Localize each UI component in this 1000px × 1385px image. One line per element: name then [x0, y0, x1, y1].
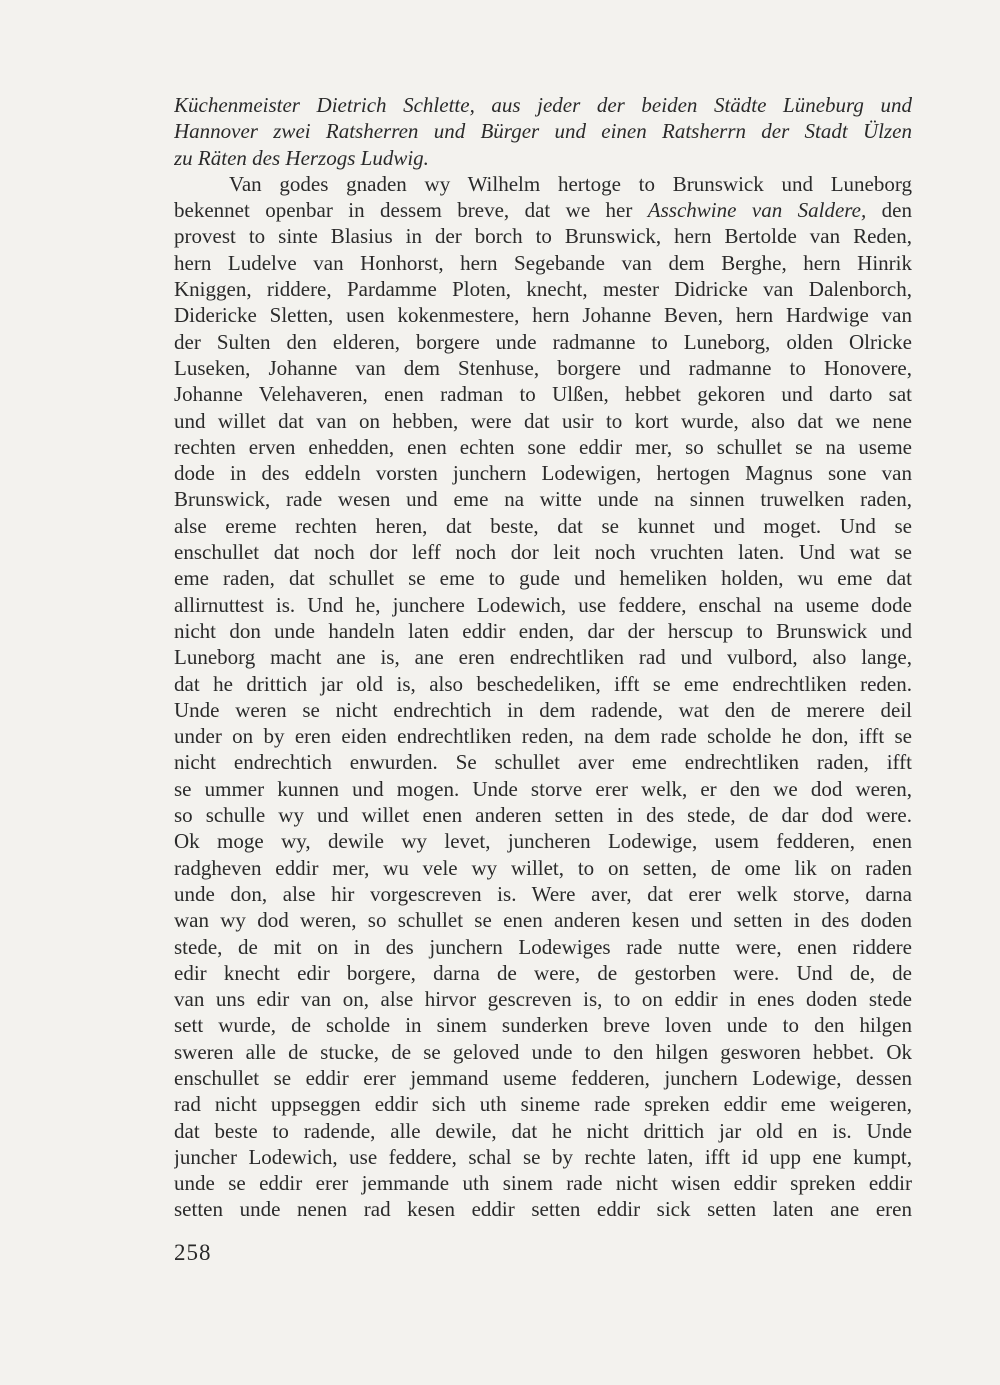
- body-line: dat he drittich jar old is, also beschedeliken, ifft se eme endrechtliken reden.: [174, 671, 912, 696]
- body-line: wan wy dod weren, so schullet se enen anderen kesen und setten in des doden: [174, 908, 912, 933]
- heading-line: zu Räten des Herzogs Ludwig.: [174, 145, 429, 170]
- body-line: provest to sinte Blasius in der borch to Brunswick, hern Bertolde van Reden,: [174, 224, 912, 249]
- body-line: sett wurde, de scholde in sinem sunderken breve loven unde to den hilgen: [174, 1013, 912, 1038]
- body-line: [174, 1249, 912, 1275]
- body-line: nicht endrechtich enwurden. Se schullet aver eme endrechtliken raden, ifft: [174, 750, 912, 775]
- body-line: unde don, alse hir vorgescreven is. Were aver, dat erer welk storve, darna: [174, 881, 912, 906]
- document-page: [174, 92, 912, 1275]
- body-line: setten unde nenen rad kesen eddir setten eddir sick setten laten ane eren: [174, 1197, 912, 1222]
- body-line: Luneborg macht ane is, ane eren endrechtliken rad und vulbord, also lange,: [174, 645, 912, 670]
- body-line: eme raden, dat schullet se eme to gude und hemeliken holden, wu eme dat: [174, 566, 912, 591]
- body-line: [174, 1223, 912, 1249]
- body-line: Didericke Sletten, usen kokenmestere, hern Johanne Beven, hern Hardwige van: [174, 303, 912, 328]
- heading-line: Hannover zwei Ratsherren und Bürger und einen Ratsherrn der Stadt Ülzen: [174, 119, 912, 144]
- page-number: 258: [174, 1240, 212, 1265]
- body-line: so schulle wy und willet enen anderen setten in des stede, de dar dod were.: [174, 803, 912, 828]
- body-name-italic: Asschwine van Saldere,: [647, 198, 867, 223]
- body-line: Kniggen, riddere, Pardamme Ploten, knecht, mester Didricke van Dalenborch,: [174, 277, 912, 302]
- heading-line: Küchenmeister Dietrich Schlette, aus jeder der beiden Städte Lüneburg und: [174, 93, 912, 117]
- body-line: der Sulten den elderen, borgere unde radmanne to Luneborg, olden Olricke: [174, 329, 912, 354]
- body-line: edir knecht edir borgere, darna de were, de gestorben were. Und de, de: [174, 960, 912, 985]
- body-line: juncher Lodewich, use feddere, schal se by rechte laten, ifft id upp ene kumpt,: [174, 1144, 912, 1169]
- body-line: nicht don unde handeln laten eddir enden, dar der herscup to Brunswick und: [174, 618, 912, 643]
- body-line: alse ereme rechten heren, dat beste, dat se kunnet und moget. Und se: [174, 513, 912, 538]
- body-line: allirnuttest is. Und he, junchere Lodewich, use feddere, enschal na useme dode: [174, 592, 912, 617]
- body-line: rechten erven enhedden, enen echten sone eddir mer, so schullet se na useme: [174, 434, 912, 459]
- body-line: unde se eddir erer jemmande uth sinem rade nicht wisen eddir spreken eddir: [174, 1171, 912, 1196]
- body-line: dat beste to radende, alle dewile, dat he nicht drittich jar old en is. Unde: [174, 1118, 912, 1143]
- body-line: [174, 197, 912, 223]
- body-line: van uns edir van on, alse hirvor gescreven is, to on eddir in enes doden stede: [174, 987, 912, 1012]
- body-line: Ok moge wy, dewile wy levet, juncheren Lodewige, usem fedderen, enen: [174, 829, 912, 854]
- body-line: under on by eren eiden endrechtliken reden, na dem rade scholde he don, ifft se: [174, 724, 912, 749]
- body-line: Van godes gnaden wy Wilhelm hertoge to Brunswick und Luneborg: [229, 171, 912, 196]
- body-line: Unde weren se nicht endrechtich in dem radende, wat den de merere deil: [174, 697, 912, 722]
- body-text: bekennet openbar in dessem breve, dat we her: [174, 198, 648, 223]
- body-line: enschullet se eddir erer jemmand useme fedderen, junchern Lodewige, dessen: [174, 1065, 912, 1090]
- body-line: Johanne Velehaveren, enen radman to Ulßen, hebbet gekoren und darto sat: [174, 382, 912, 407]
- body-line: sweren alle de stucke, de se geloved unde to den hilgen gesworen hebbet. Ok: [174, 1039, 912, 1064]
- body-line: rad nicht uppseggen eddir sich uth sineme rade spreken eddir eme weigeren,: [174, 1092, 912, 1117]
- body-line: radgheven eddir mer, wu vele wy willet, to on setten, de ome lik on raden: [174, 855, 912, 880]
- body-text: den: [866, 198, 912, 223]
- body-line: und willet dat van on hebben, were dat usir to kort wurde, also dat we nene: [174, 408, 912, 433]
- body-line: enschullet dat noch dor leff noch dor leit noch vruchten laten. Und wat se: [174, 540, 912, 565]
- body-line: Brunswick, rade wesen und eme na witte unde na sinnen truwelken raden,: [174, 487, 912, 512]
- body-line: Luseken, Johanne van dem Stenhuse, borgere und radmanne to Honovere,: [174, 355, 912, 380]
- body-line: stede, de mit on in des junchern Lodewiges rade nutte were, enen riddere: [174, 934, 912, 959]
- body-line: hern Ludelve van Honhorst, hern Segebande van dem Berghe, hern Hinrik: [174, 250, 912, 275]
- body-line: dode in des eddeln vorsten junchern Lodewigen, hertogen Magnus sone van: [174, 461, 912, 486]
- body-line: se ummer kunnen und mogen. Unde storve erer welk, er den we dod weren,: [174, 776, 912, 801]
